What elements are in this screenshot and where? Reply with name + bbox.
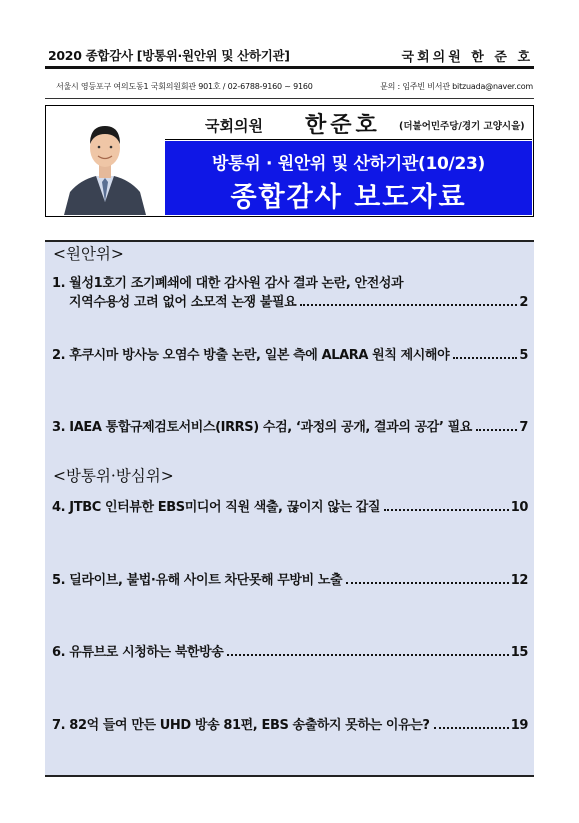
member-name-row [165,106,532,140]
toc-leader-dots [346,582,509,584]
toc-page-number: 10 [510,500,528,515]
member-portrait [46,106,164,215]
toc-page-number: 2 [519,295,528,310]
document-header-title: 2020 종합감사 [방통위·원안위 및 산하기관] [48,48,290,63]
toc-page-number: 7 [519,420,528,435]
toc-leader-dots [384,509,509,511]
toc-leader-dots [300,304,517,306]
toc-section-label: <원안위> [53,245,124,263]
toc-item-title: 7. 82억 들여 만든 UHD 방송 81편, EBS 송출하지 못하는 이유는? [52,718,430,733]
toc-leader-dots [453,357,517,359]
press-banner [45,105,534,217]
toc-item[interactable] [52,416,528,435]
contact-info: 문의 : 임주빈 비서관 bitzuada@naver.com [380,82,533,91]
table-of-contents [45,240,534,777]
toc-page-number: 12 [510,573,528,588]
member-title-label: 국회의원 [205,117,263,135]
member-name-header: 국회의원 한 준 호 [401,50,533,65]
toc-item-title: 5. 딜라이브, 불법·유해 사이트 차단못해 무방비 노출 [52,573,343,588]
toc-page-number: 5 [519,348,528,363]
toc-item[interactable] [52,714,528,733]
portrait-illustration [46,106,164,215]
toc-item-title: 4. JTBC 인터뷰한 EBS미디어 직원 색출, 끊이지 않는 갑질 [52,500,381,515]
toc-item[interactable] [52,344,528,363]
toc-page-number: 15 [510,645,528,660]
office-address: 서울시 영등포구 여의도동1 국회의원회관 901호 / 02-6788-9160 ~ 9160 [56,82,313,91]
toc-item[interactable] [52,641,528,660]
header-rule [45,66,534,69]
toc-item-title: 2. 후쿠시마 방사능 오염수 방출 논란, 일본 측에 ALARA 원칙 제시해야 [52,348,450,363]
toc-leader-dots [227,654,508,656]
toc-item[interactable] [52,272,528,310]
title-block [165,141,532,216]
toc-item-title: 3. IAEA 통합규제검토서비스(IRRS) 수검, ‘과정의 공개, 결과의 공감’ 필요 [52,420,472,435]
toc-item-title-cont: 지역수용성 고려 없어 소모적 논쟁 불필요 [69,295,297,310]
toc-item[interactable] [52,569,528,588]
banner-main-title: 종합감사 보도자료 [230,181,467,213]
toc-page-number: 19 [510,718,528,733]
toc-section-label: <방통위·방심위> [53,467,174,485]
toc-item-title: 1. 월성1호기 조기폐쇄에 대한 감사원 감사 결과 논란, 안전성과 [52,276,404,291]
banner-subtitle: 방통위 · 원안위 및 산하기관(10/23) [212,153,485,174]
member-name: 한준호 [305,113,381,138]
toc-item[interactable] [52,496,528,515]
party-affiliation: (더불어민주당/경기 고양시을) [399,121,525,132]
address-rule [45,98,534,99]
toc-item-title: 6. 유튜브로 시청하는 북한방송 [52,645,224,660]
toc-leader-dots [476,429,517,431]
toc-leader-dots [434,727,509,729]
